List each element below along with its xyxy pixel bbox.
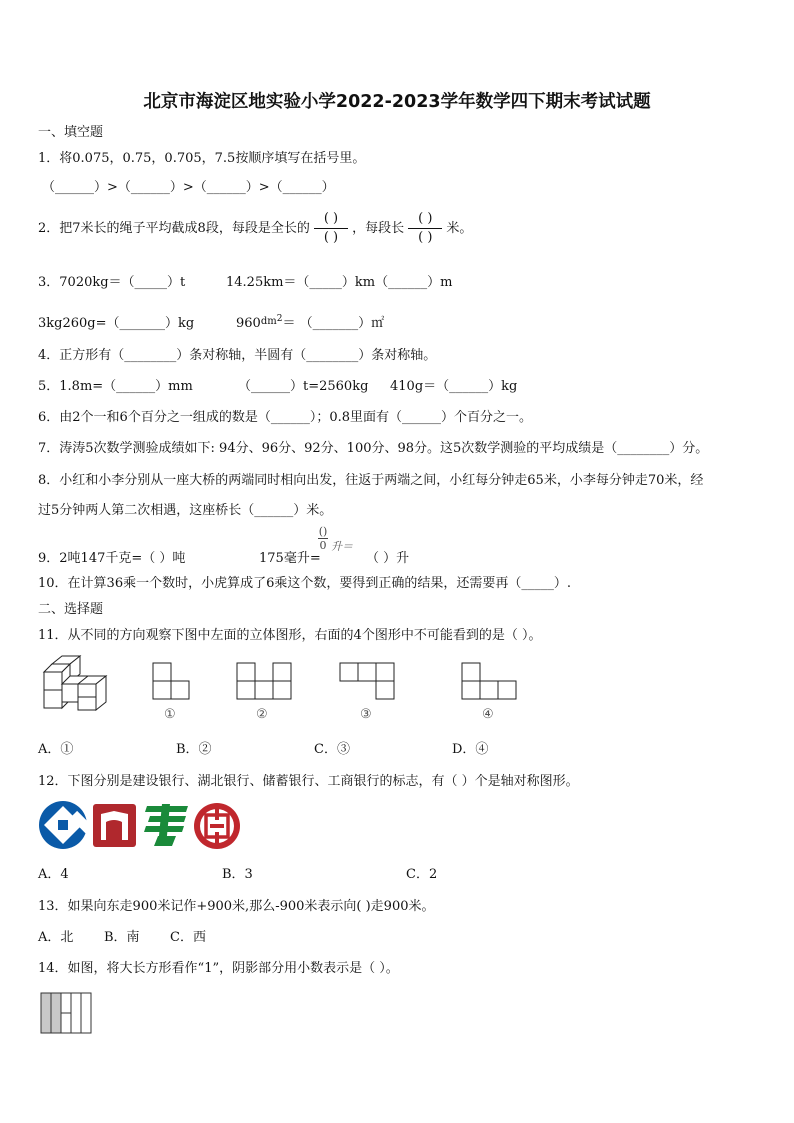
psbc-logo-icon xyxy=(144,804,188,846)
q14-rectangle-figure xyxy=(41,993,91,1033)
option-c[interactable]: C．2 xyxy=(406,867,438,882)
option-b[interactable]: B．南 xyxy=(104,930,140,945)
question-11-text: 11．从不同的方向观察下图中左面的立体图形，右面的4个图形中不可能看到的是（ ）。 xyxy=(38,628,542,643)
figure-label-3: ③ xyxy=(360,707,372,722)
question-9-fraction-num: () xyxy=(318,525,328,538)
question-5-b: （______）t=2560kg xyxy=(238,379,369,394)
question-3-line1-b: 14.25km＝（_____）km（______）m xyxy=(226,275,453,290)
question-6: 6．由2个一和6个百分之一组成的数是（______）；0.8里面有（______）个百分之一。 xyxy=(38,410,532,425)
view-figure-1 xyxy=(153,663,189,699)
option-a[interactable]: A．4 xyxy=(38,867,69,882)
option-d[interactable]: D．④ xyxy=(452,742,489,757)
icbc-logo-icon xyxy=(194,803,240,849)
ccb-logo-icon xyxy=(39,801,98,849)
question-9-c: （ ）升 xyxy=(366,551,410,566)
figure-label-2: ② xyxy=(256,707,268,722)
page-title: 北京市海淀区地实验小学2022-2023学年数学四下期末考试试题 xyxy=(143,92,651,112)
question-3-value: 960 xyxy=(236,316,261,331)
section-heading-fill-blank: 一、填空题 xyxy=(38,125,104,140)
question-2-part-a: 2．把7米长的绳子平均截成8段，每段是全长的 xyxy=(38,221,310,236)
question-14-text: 14．如图，将大长方形看作“1”，阴影部分用小数表示是（ ）。 xyxy=(38,961,399,976)
question-4: 4．正方形有（________）条对称轴，半圆有（________）条对称轴。 xyxy=(38,348,437,363)
question-3-line1-a: 3．7020kg＝（_____）t xyxy=(38,275,186,290)
question-1-blanks: （______）>（______）>（______）>（______） xyxy=(42,180,335,195)
question-5-a: 5．1.8m=（______）mm xyxy=(38,379,193,394)
figure-label-1: ① xyxy=(164,707,176,722)
question-9-unit: 升＝ xyxy=(331,540,353,553)
view-figure-4 xyxy=(462,663,516,699)
question-2-part-b: ，每段长 xyxy=(352,221,405,236)
question-3-post: ＝ （_______）㎡ xyxy=(282,316,385,331)
figure-label-4: ④ xyxy=(482,707,494,722)
question-13-text: 13．如果向东走900米记作+900米,那么-900米表示向( )走900米。 xyxy=(38,899,435,914)
question-1-text: 1．将0.075，0.75，0.705，7.5按顺序填写在括号里。 xyxy=(38,151,366,166)
cube-stack-figure xyxy=(44,656,106,710)
unit-dm: dm xyxy=(260,316,277,327)
option-b[interactable]: B．3 xyxy=(222,867,253,882)
question-5-c: 410g＝（______）kg xyxy=(390,379,518,394)
option-b[interactable]: B．② xyxy=(176,742,212,757)
option-a[interactable]: A．① xyxy=(38,742,74,757)
question-9-a: 9．2吨147千克=（ ）吨 xyxy=(38,551,186,566)
view-figure-2 xyxy=(237,663,291,699)
question-10: 10．在计算36乘一个数时，小虎算成了6乘这个数，要得到正确的结果，还需要再（_____）. xyxy=(38,576,571,591)
option-c[interactable]: C．西 xyxy=(170,930,206,945)
question-2-part-c: 米。 xyxy=(446,221,473,236)
option-c[interactable]: C．③ xyxy=(314,742,350,757)
question-3-line2-a: 3kg260g=（_______）kg xyxy=(38,316,195,331)
option-a[interactable]: A．北 xyxy=(38,930,74,945)
fraction-numerator-blank: ( ) xyxy=(323,211,339,226)
fraction-denominator-blank: ( ) xyxy=(418,230,433,245)
section-heading-multiple-choice: 二、选择题 xyxy=(38,602,104,617)
question-9-fraction-den: 0 xyxy=(319,539,327,552)
view-figure-3 xyxy=(340,663,394,699)
fraction-numerator-blank: ( ) xyxy=(418,211,433,226)
question-12-text: 12．下图分别是建设银行、湖北银行、储蓄银行、工商银行的标志，有（ ）个是轴对称图形。 xyxy=(38,774,579,789)
question-8-line1: 8．小红和小李分别从一座大桥的两端同时相向出发，往返于两端之间，小红每分钟走65米，小李每分钟走70米，经 xyxy=(38,473,704,488)
question-7: 7．涛涛5次数学测验成绩如下: 94分、96分、92分、100分、98分。这5次数学测验的平均成绩是（________）分。 xyxy=(38,441,709,456)
fraction-denominator-blank: ( ) xyxy=(323,230,339,245)
question-8-line2: 过5分钟两人第二次相遇，这座桥长（______）米。 xyxy=(38,503,333,518)
hubei-bank-logo-icon xyxy=(93,804,136,847)
question-9-b: 175毫升= xyxy=(259,551,321,566)
unit-superscript: 2 xyxy=(276,314,283,324)
